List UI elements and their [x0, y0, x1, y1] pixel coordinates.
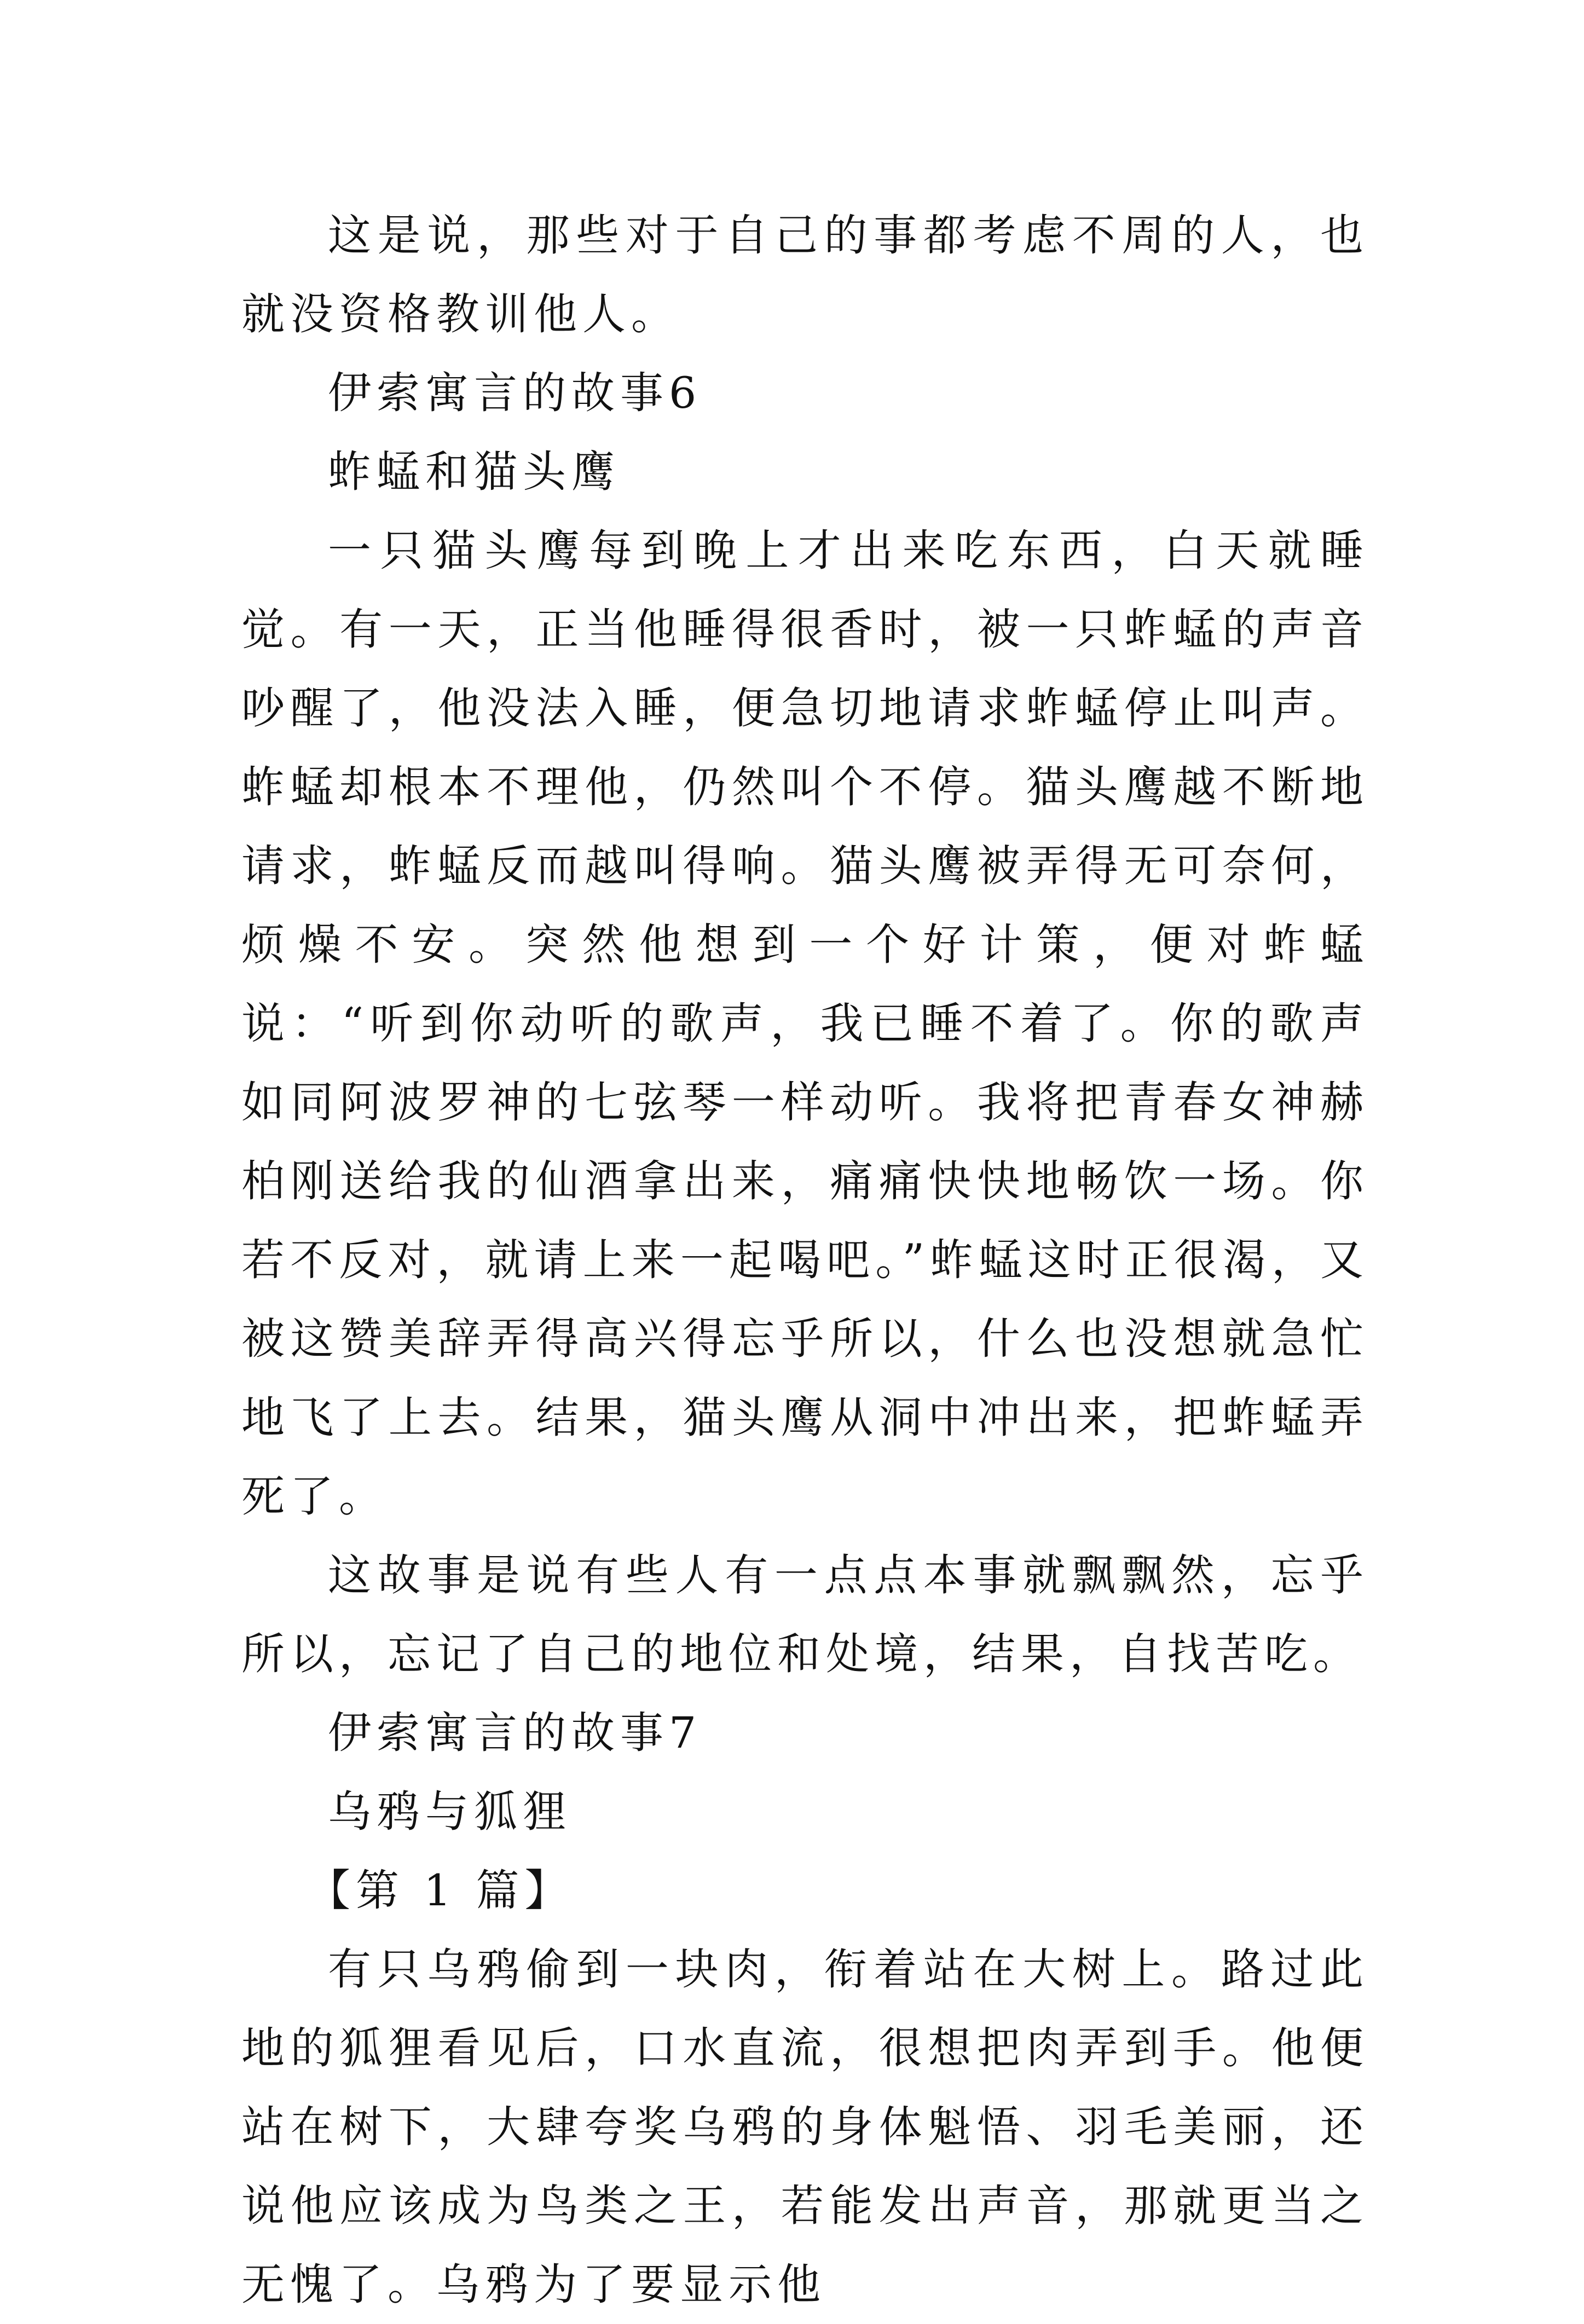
- paragraph-story-grasshopper-owl: 一只猫头鹰每到晚上才出来吃东西，白天就睡觉。有一天，正当他睡得很香时，被一只蚱蜢的声音吵醒了，他没法入睡，便急切地请求蚱蜢停止叫声。蚱蜢却根本不理他，仍然叫个不停。猫头鹰越不断地请求，蚱蜢反而越叫得响。猫头鹰被弄得无可奈何，烦燥不安。突然他想到一个好计策，便对蚱蜢说：“听到你动听的歌声，我已睡不着了。你的歌声如同阿波罗神的七弦琴一样动听。我将把青春女神赫柏刚送给我的仙酒拿出来，痛痛快快地畅饮一场。你若不反对，就请上来一起喝吧。”蚱蜢这时正很渴，又被这赞美辞弄得高兴得忘乎所以，什么也没想就急忙地飞了上去。结果，猫头鹰从洞中冲出来，把蚱蜢弄死了。: [241, 525, 1369, 1522]
- paragraph-moral-1: 这是说，那些对于自己的事都考虑不周的人，也就没资格教训他人。: [241, 210, 1369, 339]
- story-heading-6: 伊索寓言的故事6: [328, 368, 702, 418]
- story-title-crow-fox: 乌鸦与狐狸: [328, 1787, 571, 1837]
- story-heading-7: 伊索寓言的故事7: [328, 1708, 702, 1758]
- paragraph-moral-2: 这故事是说有些人有一点点本事就飘飘然，忘乎所以，忘记了自己的地位和处境，结果，自找苦吃。: [241, 1550, 1369, 1679]
- document-body: [241, 196, 1369, 2324]
- section-label-part-1: 【第 1 篇】: [307, 1865, 574, 1916]
- story-title-grasshopper-owl: 蚱蜢和猫头鹰: [328, 447, 620, 497]
- paragraph-story-crow-fox: 有只乌鸦偷到一块肉，衔着站在大树上。路过此地的狐狸看见后，口水直流，很想把肉弄到手。他便站在树下，大肆夸奖乌鸦的身体魁悟、羽毛美丽，还说他应该成为鸟类之王，若能发出声音，那就更当之无愧了。乌鸦为了要显示他: [241, 1944, 1369, 2310]
